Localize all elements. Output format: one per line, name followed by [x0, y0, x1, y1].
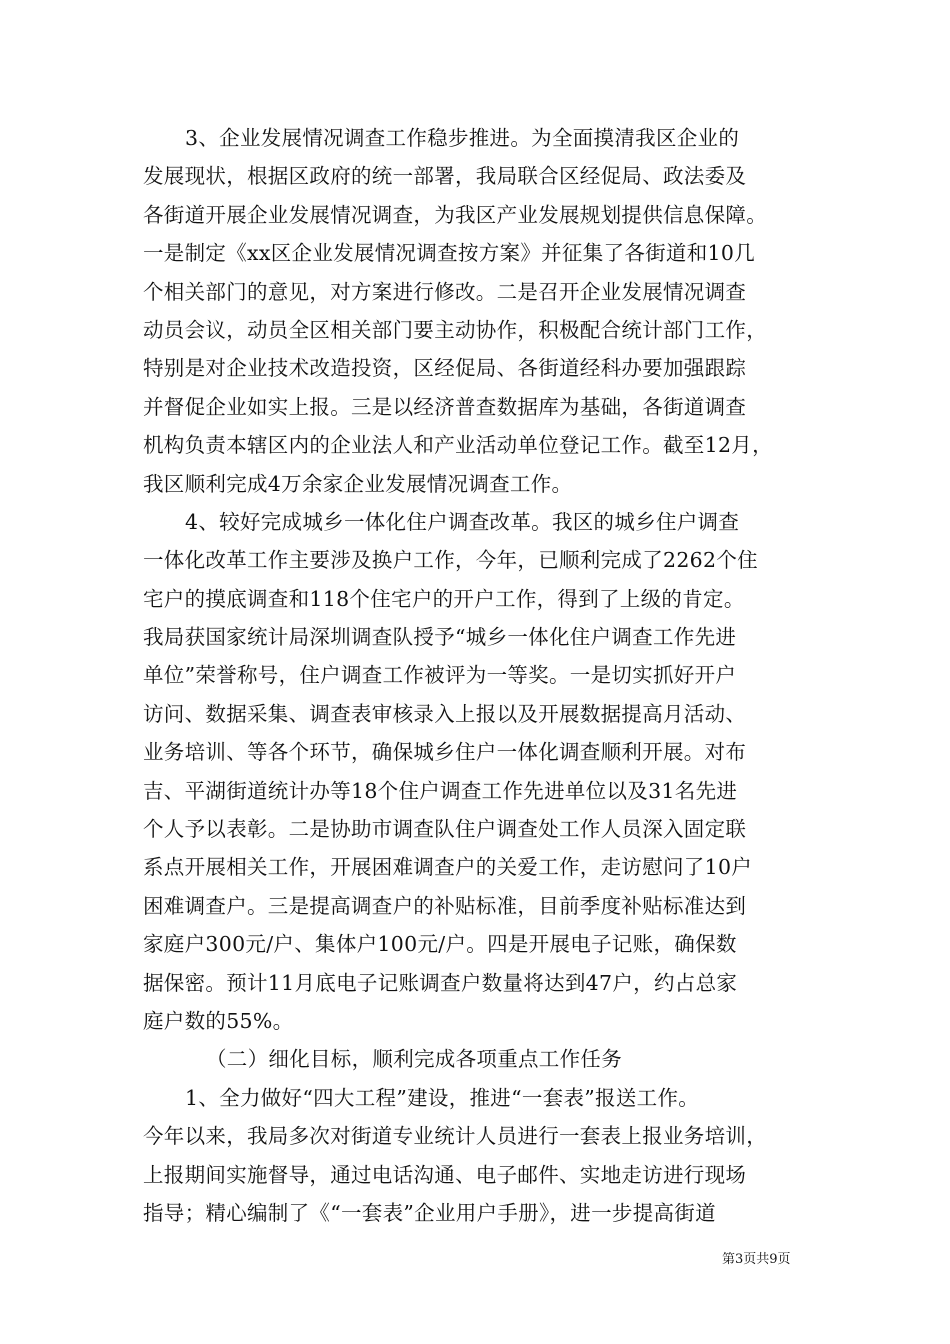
page-number: 第3页共9页: [722, 1252, 791, 1267]
paragraph-line: 并督促企业如实上报。三是以经济普查数据库为基础，各街道调查: [143, 394, 747, 419]
section-heading: （二）细化目标，顺利完成各项重点工作任务: [206, 1047, 622, 1072]
paragraph-line: 3、企业发展情况调查工作稳步推进。为全面摸清我区企业的: [185, 126, 740, 150]
paragraph-line: 个人予以表彰。二是协助市调查队住户调查处工作人员深入固定联: [143, 817, 747, 842]
paragraph-line: 各街道开展企业发展情况调查，为我区产业发展规划提供信息保障。: [143, 202, 767, 227]
paragraph-line: 我局获国家统计局深圳调查队授予“城乡一体化住户调查工作先进: [143, 625, 737, 650]
paragraph-line: 系点开展相关工作，开展困难调查户的关爱工作，走访慰问了10户: [143, 855, 753, 880]
paragraph-line: 困难调查户。三是提高调查户的补贴标准，目前季度补贴标准达到: [143, 893, 747, 918]
paragraph-line: 单位”荣誉称号，住户调查工作被评为一等奖。一是切实抓好开户: [143, 663, 737, 688]
paragraph-line: 发展现状，根据区政府的统一部署，我局联合区经促局、政法委及: [143, 164, 747, 189]
paragraph-line: 我区顺利完成4万余家企业发展情况调查工作。: [143, 471, 573, 496]
paragraph-line: 上报期间实施督导，通过电话沟通、电子邮件、实地走访进行现场: [143, 1162, 747, 1187]
paragraph-line: 访问、数据采集、调查表审核录入上报以及开展数据提高月活动、: [143, 701, 747, 726]
paragraph-line: 4、较好完成城乡一体化住户调查改革。我区的城乡住户调查: [185, 509, 740, 534]
document-body: [143, 119, 815, 1232]
paragraph-line: 业务培训、等各个环节，确保城乡住户一体化调查顺利开展。对布: [143, 740, 747, 765]
paragraph-line: 庭户数的55%。: [143, 1008, 294, 1033]
paragraph-line: 特别是对企业技术改造投资，区经促局、各街道经科办要加强跟踪: [143, 356, 747, 381]
paragraph-line: 指导；精心编制了《“一套表”企业用户手册》，进一步提高街道: [143, 1200, 716, 1225]
paragraph-line: 据保密。预计11月底电子记账调查户数量将达到47户，约占总家: [143, 970, 738, 995]
paragraph-line: 宅户的摸底调查和118个住宅户的开户工作，得到了上级的肯定。: [143, 586, 745, 611]
paragraph-line: 一体化改革工作主要涉及换户工作，今年，已顺利完成了2262个住: [143, 548, 758, 573]
paragraph-line: 家庭户300元/户、集体户100元/户。四是开展电子记账，确保数: [143, 932, 737, 957]
paragraph-line: 个相关部门的意见，对方案进行修改。二是召开企业发展情况调查: [143, 279, 747, 304]
paragraph-line: 机构负责本辖区内的企业法人和产业活动单位登记工作。截至12月，: [143, 433, 773, 458]
paragraph-line: 一是制定《xx区企业发展情况调查按方案》并征集了各街道和10几: [143, 241, 756, 266]
paragraph-line: 吉、平湖街道统计办等18个住户调查工作先进单位以及31名先进: [143, 778, 738, 803]
paragraph-line: 1、全力做好“四大工程”建设，推进“一套表”报送工作。: [185, 1085, 700, 1110]
paragraph-line: 今年以来，我局多次对街道专业统计人员进行一套表上报业务培训，: [143, 1124, 767, 1149]
paragraph-line: 动员会议，动员全区相关部门要主动协作，积极配合统计部门工作，: [143, 317, 767, 342]
